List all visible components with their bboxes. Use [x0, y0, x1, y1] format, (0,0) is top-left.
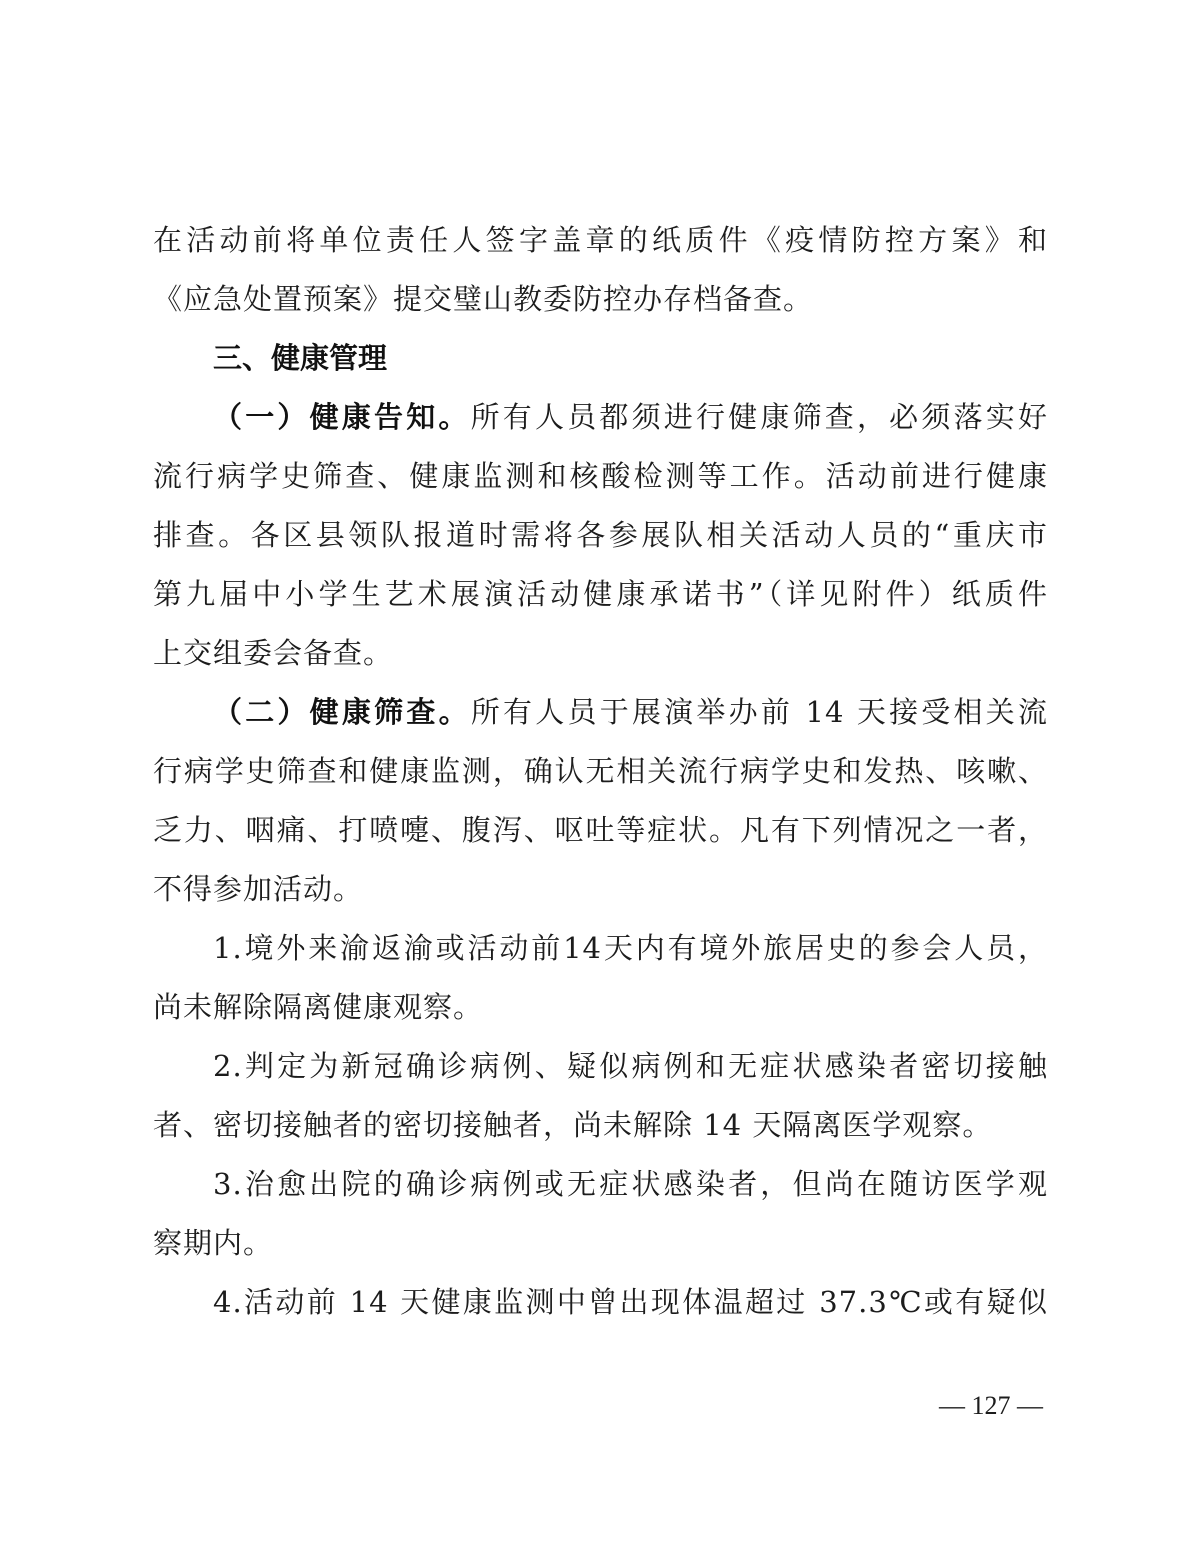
condition-item-1-line: 1.境外来渝返渝或活动前14天内有境外旅居史的参会人员，: [213, 931, 1048, 965]
text-line: 乏力、咽痛、打喷嚏、腹泻、呕吐等症状。凡有下列情况之一者，: [153, 813, 1048, 847]
page-number: — 127 —: [939, 1391, 1043, 1420]
text-line: 上交组委会备查。: [153, 636, 394, 670]
text-line: 在活动前将单位责任人签字盖章的纸质件《疫情防控方案》和: [153, 223, 1048, 257]
text-line: 《应急处置预案》提交璧山教委防控办存档备查。: [153, 282, 814, 316]
condition-item-2-line: 2.判定为新冠确诊病例、疑似病例和无症状感染者密切接触: [213, 1049, 1048, 1083]
paragraph-lead: （一）健康告知。: [213, 400, 471, 434]
condition-item-1-line: 尚未解除隔离健康观察。: [153, 990, 484, 1024]
text-line: 流行病学史筛查、健康监测和核酸检测等工作。活动前进行健康: [153, 459, 1048, 493]
condition-item-3-line: 察期内。: [153, 1226, 274, 1260]
section-heading: 三、健康管理: [213, 341, 388, 375]
text-line: 排查。各区县领队报道时需将各参展队相关活动人员的“重庆市: [153, 518, 1048, 552]
paragraph-lead: （二）健康筛查。: [213, 695, 471, 729]
text-line: 第九届中小学生艺术展演活动健康承诺书”（详见附件）纸质件: [153, 577, 1048, 611]
paragraph-text: 所有人员于展演举办前 14 天接受相关流: [470, 695, 1048, 729]
condition-item-2-line: 者、密切接触者的密切接触者，尚未解除 14 天隔离医学观察。: [153, 1108, 993, 1142]
paragraph-text: 所有人员都须进行健康筛查，必须落实好: [470, 400, 1048, 434]
text-line: 不得参加活动。: [153, 872, 364, 906]
paragraph-health-screening-first-line: [153, 683, 1048, 742]
paragraph-health-notice-first-line: [153, 388, 1048, 447]
condition-item-3-line: 3.治愈出院的确诊病例或无症状感染者，但尚在随访医学观: [213, 1167, 1048, 1201]
text-line: 行病学史筛查和健康监测，确认无相关流行病学史和发热、咳嗽、: [153, 754, 1048, 788]
condition-item-4-line: 4.活动前 14 天健康监测中曾出现体温超过 37.3℃或有疑似: [213, 1285, 1048, 1319]
body-text: [153, 211, 1048, 1332]
